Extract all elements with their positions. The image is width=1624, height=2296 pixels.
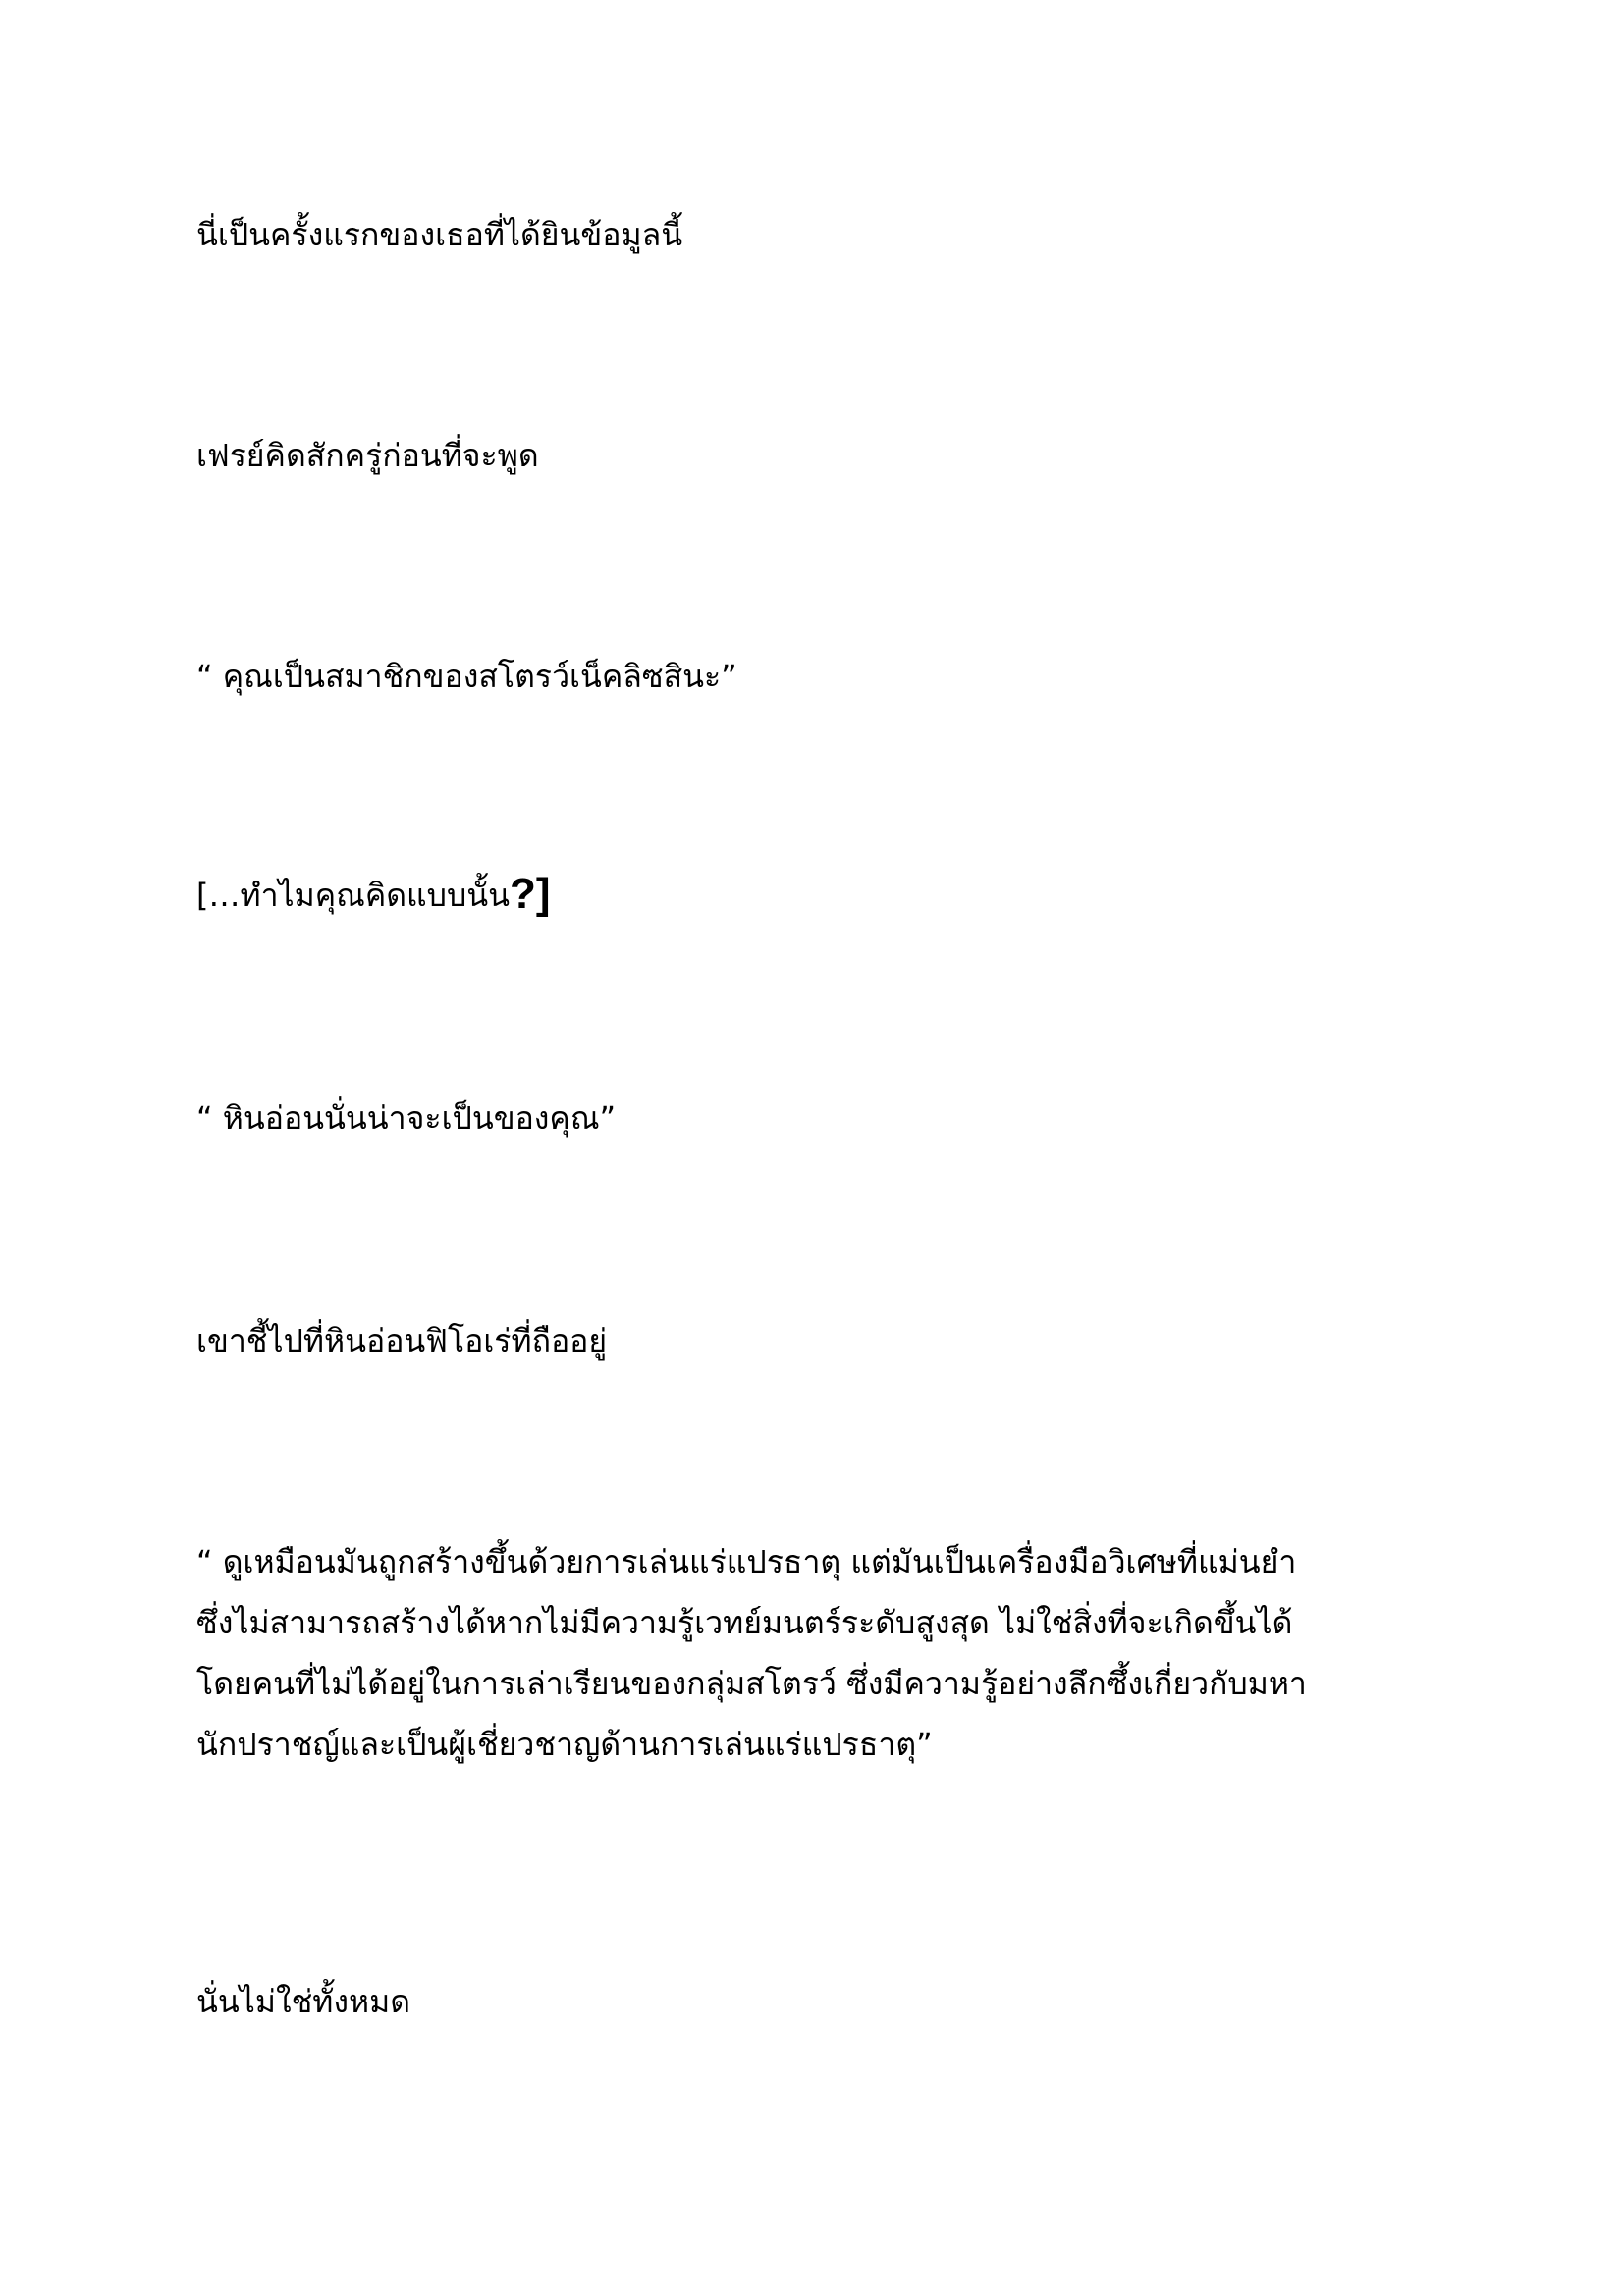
- paragraph-line: ซึ่งไม่สามารถสร้างได้หากไม่มีความรู้เวทย์มนตร์ระดับสูงสุด ไม่ใช่สิ่งที่จะเกิดขึ้นได้: [196, 1604, 1293, 1641]
- paragraph-dialogue-member-question: “ คุณเป็นสมาชิกของสโตรว์เน็คลิซสินะ”: [196, 658, 737, 695]
- paragraph-first-time-hearing: นี่เป็นครั้งแรกของเธอที่ได้ยินข้อมูลนี้: [196, 216, 683, 253]
- paragraph-line: โดยคนที่ไม่ได้อยู่ในการเล่าเรียนของกลุ่มสโตรว์ ซึ่งมีความรู้อย่างลึกซึ้งเกี่ยวกับมหา: [196, 1665, 1307, 1702]
- why-think-text: […ทำไมคุณคิดแบบนั้น: [196, 877, 511, 914]
- paragraph-not-all: นั่นไม่ใช่ทั้งหมด: [196, 1983, 410, 2020]
- paragraph-line: นักปราชญ์และเป็นผู้เชี่ยวชาญด้านการเล่นแร่แปรธาตุ”: [196, 1726, 933, 1763]
- paragraph-marble-yours: “ หินอ่อนนั่นน่าจะเป็นของคุณ”: [196, 1099, 617, 1137]
- paragraph-frey-thinks: เฟรย์คิดสักครู่ก่อนที่จะพูด: [196, 437, 539, 474]
- paragraph-why-do-you-think: [196, 864, 1434, 926]
- paragraph-alchemy-explanation: [196, 1531, 1434, 1775]
- paragraph-line: “ ดูเหมือนมันถูกสร้างขึ้นด้วยการเล่นแร่แปรธาตุ แต่มันเป็นเครื่องมือวิเศษที่แม่นยำ: [196, 1543, 1297, 1580]
- question-bracket: ?]: [510, 870, 551, 918]
- paragraph-points-at-marble: เขาชี้ไปที่หินอ่อนฟิโอเร่ที่ถืออยู่: [196, 1322, 608, 1360]
